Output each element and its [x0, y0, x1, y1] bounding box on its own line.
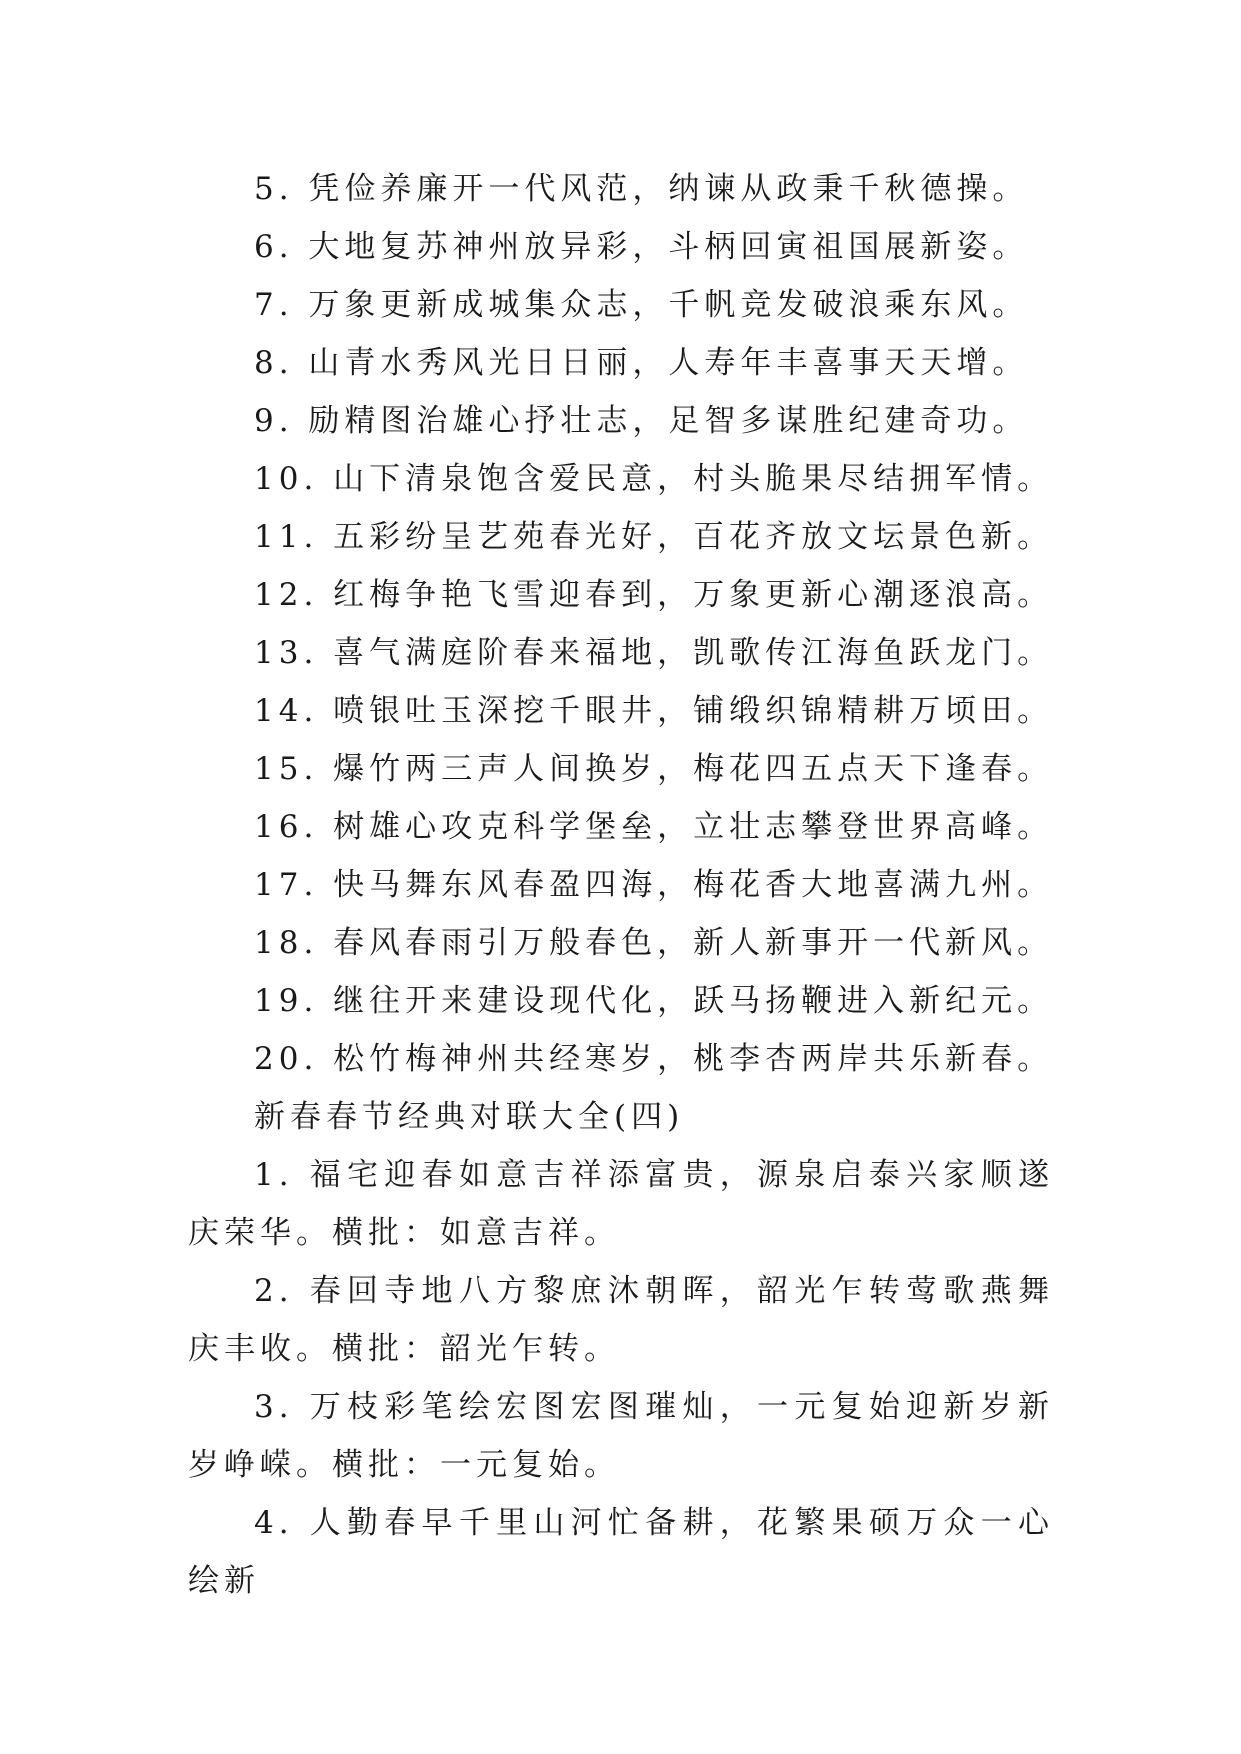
section-item: 1. 福宅迎春如意吉祥添富贵，源泉启泰兴家顺遂庆荣华。横批：如意吉祥。 [188, 1157, 1054, 1251]
section-item: 2. 春回寺地八方黎庶沐朝晖，韶光乍转莺歌燕舞庆丰收。横批：韶光乍转。 [188, 1273, 1054, 1367]
couplet-line: 7. 万象更新成城集众志，千帆竞发破浪乘东风。 [254, 287, 1029, 323]
couplet-line: 8. 山青水秀风光日日丽，人寿年丰喜事天天增。 [254, 345, 1029, 381]
couplet-line: 19. 继往开来建设现代化，跃马扬鞭进入新纪元。 [254, 983, 1054, 1019]
couplet-line: 5. 凭俭养廉开一代风范，纳谏从政秉千秋德操。 [254, 171, 1029, 207]
couplet-line: 13. 喜气满庭阶春来福地，凯歌传江海鱼跃龙门。 [254, 635, 1054, 671]
couplet-line: 9. 励精图治雄心抒壮志，足智多谋胜纪建奇功。 [254, 403, 1029, 439]
section-item: 4. 人勤春早千里山河忙备耕，花繁果硕万众一心绘新 [188, 1505, 1054, 1599]
couplet-line: 6. 大地复苏神州放异彩，斗柄回寅祖国展新姿。 [254, 229, 1029, 265]
couplet-line: 14. 喷银吐玉深挖千眼井，铺缎织锦精耕万顷田。 [254, 693, 1054, 729]
couplet-line: 15. 爆竹两三声人间换岁，梅花四五点天下逢春。 [254, 751, 1054, 787]
couplet-line: 18. 春风春雨引万般春色，新人新事开一代新风。 [254, 925, 1054, 961]
document-page [188, 160, 1054, 1599]
section-heading: 新春春节经典对联大全(四) [254, 1099, 685, 1135]
couplet-line: 11. 五彩纷呈艺苑春光好，百花齐放文坛景色新。 [254, 519, 1054, 555]
couplet-line: 17. 快马舞东风春盈四海，梅花香大地喜满九州。 [254, 867, 1054, 903]
couplet-line: 20. 松竹梅神州共经寒岁，桃李杏两岸共乐新春。 [254, 1041, 1054, 1077]
couplet-line: 10. 山下清泉饱含爱民意，村头脆果尽结拥军情。 [254, 461, 1054, 497]
couplet-line: 16. 树雄心攻克科学堡垒，立壮志攀登世界高峰。 [254, 809, 1054, 845]
section-item: 3. 万枝彩笔绘宏图宏图璀灿，一元复始迎新岁新岁峥嵘。横批：一元复始。 [188, 1389, 1054, 1483]
couplet-line: 12. 红梅争艳飞雪迎春到，万象更新心潮逐浪高。 [254, 577, 1054, 613]
